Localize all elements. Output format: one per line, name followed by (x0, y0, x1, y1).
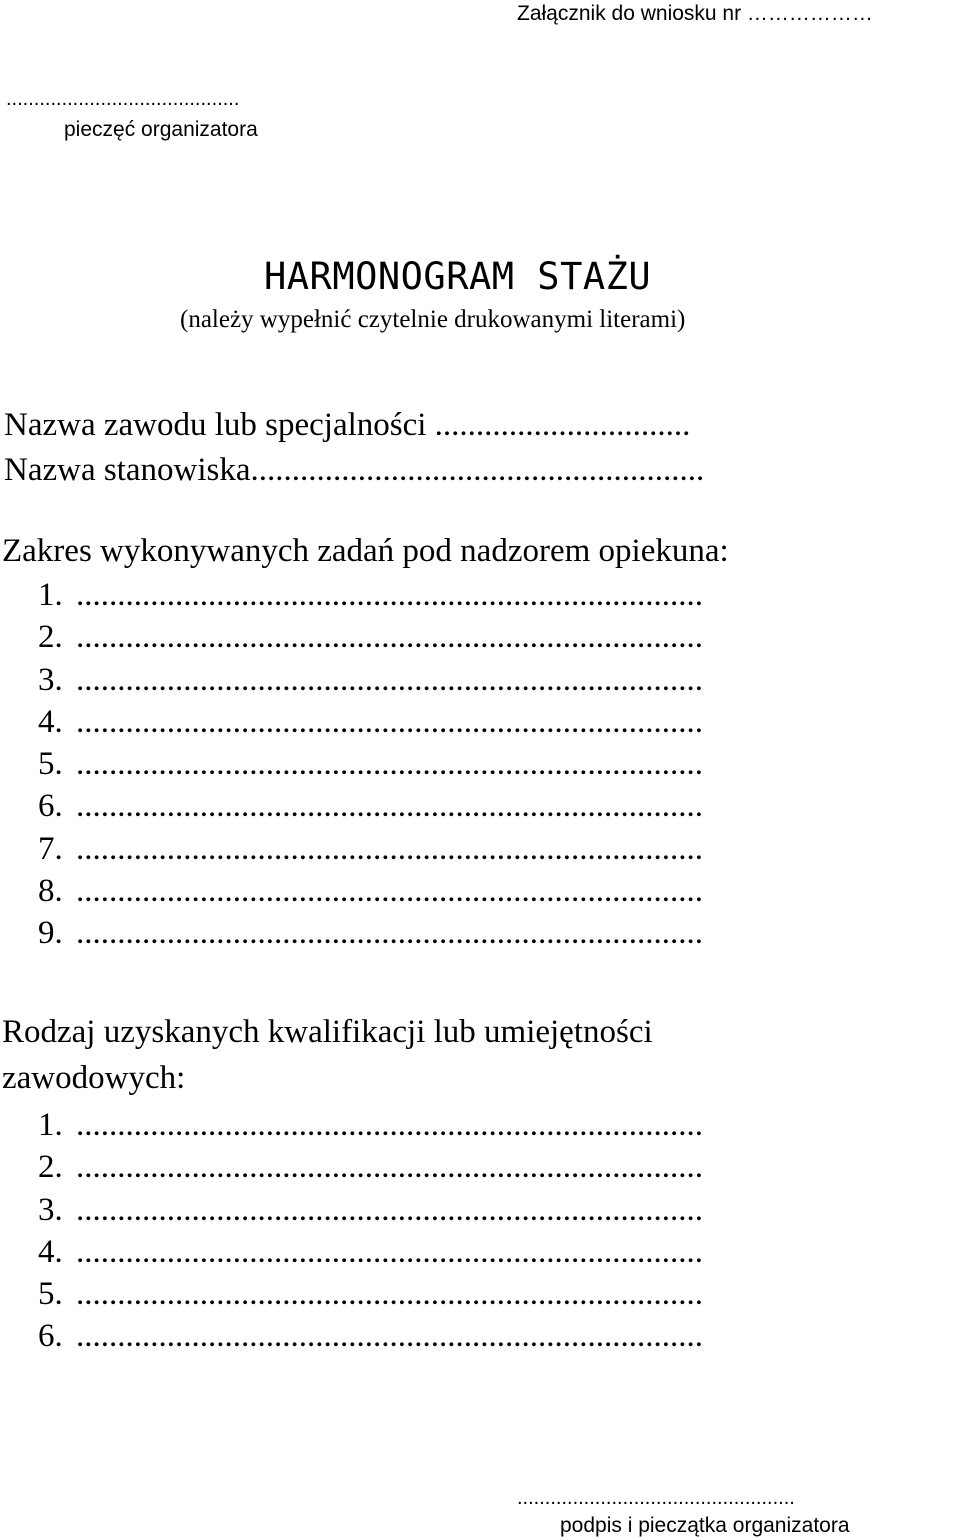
skill-item (38, 1151, 703, 1193)
skill-item-fill-line: ............................................................................ (76, 1107, 703, 1143)
skills-heading: Rodzaj uzyskanych kwalifikacji lub umiejętności (2, 1014, 653, 1050)
task-item-number: 6. (38, 788, 63, 825)
skill-item-fill-line: ............................................................................ (76, 1233, 703, 1270)
skill-item-number: 3. (38, 1191, 63, 1228)
skill-item-fill-line: ............................................................................ (76, 1318, 703, 1355)
skill-item (38, 1320, 703, 1362)
signature-label: podpis i pieczątka organizatora (560, 1514, 850, 1537)
signature-placeholder-dots: .................................................. (517, 1487, 795, 1509)
occupation-line: Nazwa zawodu lub specjalności ............................... (4, 407, 691, 443)
task-item (38, 579, 703, 621)
skill-item (38, 1109, 703, 1151)
skill-item-fill-line: ............................................................................ (76, 1149, 703, 1186)
task-item-number: 7. (38, 830, 63, 867)
skill-item (38, 1191, 703, 1236)
task-item-fill-line: ............................................................................ (76, 703, 703, 740)
skill-item-number: 6. (38, 1318, 63, 1355)
skill-item-number: 5. (38, 1276, 63, 1313)
skill-item-number: 1. (38, 1107, 63, 1143)
task-item-number: 3. (38, 661, 63, 698)
task-item (38, 703, 703, 748)
task-item (38, 748, 703, 790)
task-item (38, 790, 703, 832)
skill-item-fill-line: ............................................................................ (76, 1276, 703, 1313)
skill-item-number: 2. (38, 1149, 63, 1186)
task-item-fill-line: ............................................................................ (76, 619, 703, 656)
task-item (38, 917, 703, 959)
attachment-label: Załącznik do wniosku nr ……………… (517, 2, 873, 25)
task-item-fill-line: ............................................................................ (76, 873, 703, 910)
task-item-number: 8. (38, 873, 63, 910)
task-item-number: 9. (38, 915, 63, 952)
task-item (38, 830, 703, 875)
position-line: Nazwa stanowiska....................................................... (4, 452, 705, 488)
skills-list (38, 1109, 703, 1363)
document-title: HARMONOGRAM STAŻU (264, 255, 652, 298)
task-item-number: 2. (38, 619, 63, 656)
task-item-number: 5. (38, 746, 63, 783)
skill-item-number: 4. (38, 1233, 63, 1270)
skills-heading-continued: zawodowych: (2, 1060, 186, 1096)
task-item-fill-line: ............................................................................ (76, 788, 703, 825)
task-item (38, 875, 703, 917)
stamp-placeholder-dots: .......................................... (6, 88, 240, 110)
task-item-fill-line: ............................................................................ (76, 661, 703, 698)
task-item (38, 661, 703, 706)
task-item-fill-line: ............................................................................ (76, 577, 703, 613)
task-item-fill-line: ............................................................................ (76, 915, 703, 952)
stamp-label: pieczęć organizatora (64, 118, 258, 141)
task-item-fill-line: ............................................................................ (76, 830, 703, 867)
skill-item-fill-line: ............................................................................ (76, 1191, 703, 1228)
skill-item (38, 1278, 703, 1320)
task-item-fill-line: ............................................................................ (76, 746, 703, 783)
document-subtitle: (należy wypełnić czytelnie drukowanymi literami) (180, 306, 686, 333)
tasks-list (38, 579, 703, 960)
task-item-number: 1. (38, 577, 63, 613)
task-item-number: 4. (38, 703, 63, 740)
task-item (38, 621, 703, 663)
skill-item (38, 1233, 703, 1278)
tasks-heading: Zakres wykonywanych zadań pod nadzorem opiekuna: (2, 533, 729, 569)
